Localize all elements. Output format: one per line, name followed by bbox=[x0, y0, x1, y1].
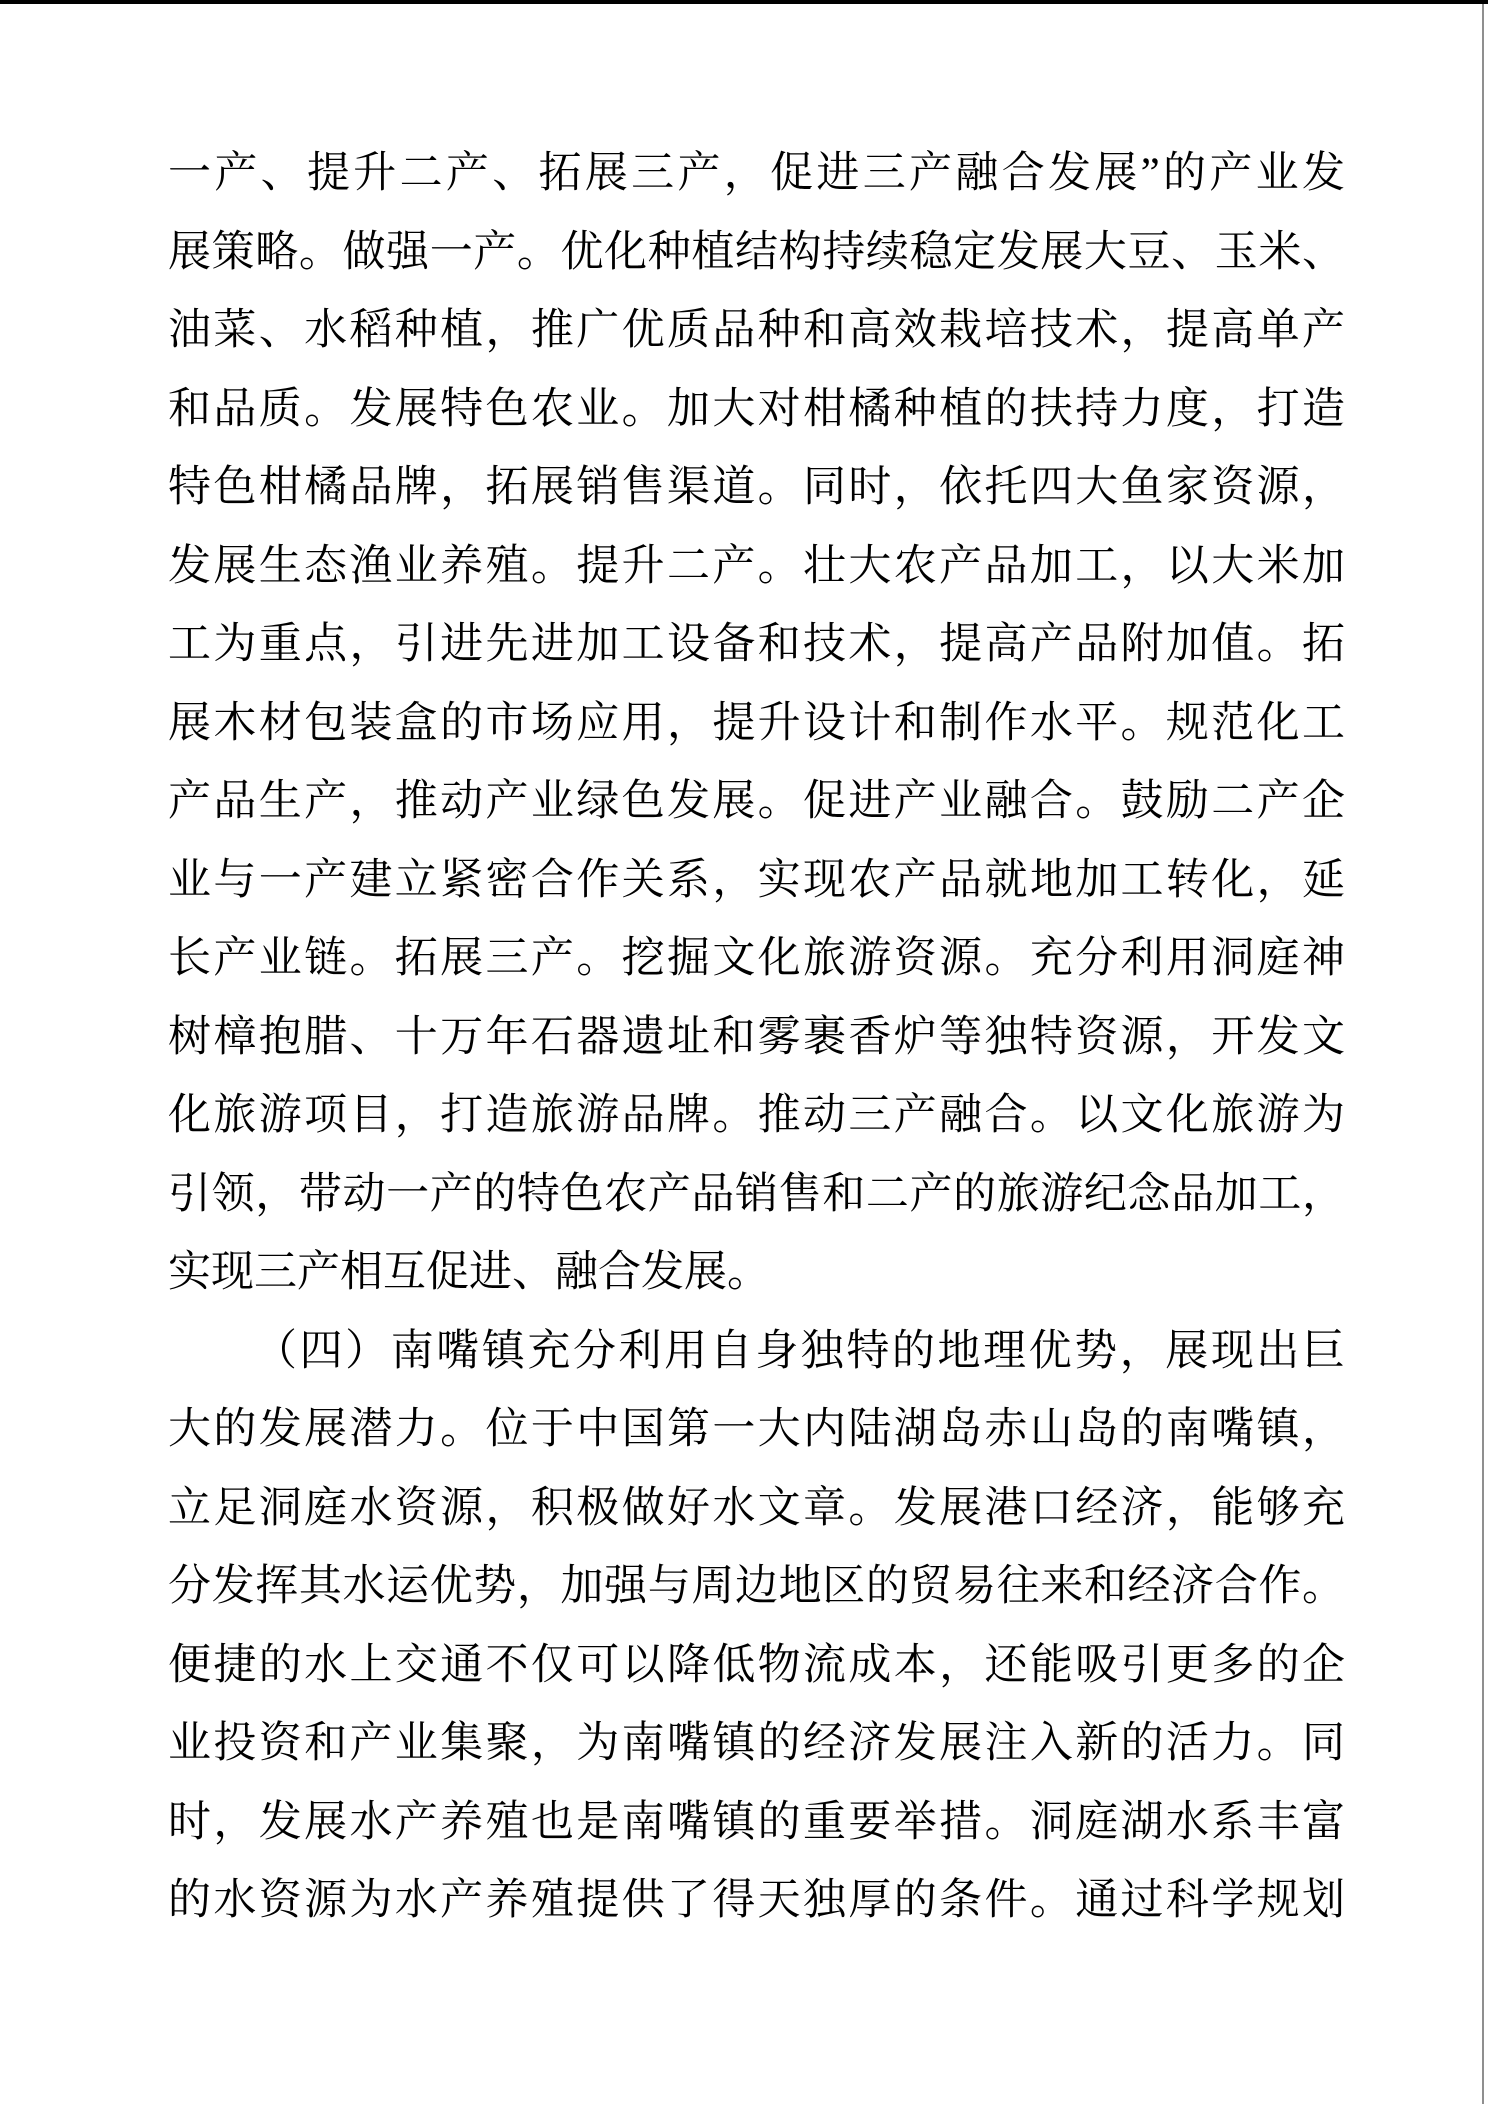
text-line: 业投资和产业集聚，为南嘴镇的经济发展注入新的活力。同 bbox=[168, 1720, 1345, 1767]
text-line: 树樟抱腊、十万年石器遗址和雾裹香炉等独特资源，开发文 bbox=[168, 1013, 1345, 1061]
text-line: 时，发展水产养殖也是南嘴镇的重要举措。洞庭湖水系丰富 bbox=[168, 1798, 1345, 1846]
text-line: 一产、提升二产、拓展三产，促进三产融合发展”的产业发 bbox=[168, 150, 1345, 197]
text-line: 展木材包装盒的市场应用，提升设计和制作水平。规范化工 bbox=[168, 699, 1345, 747]
text-line-paragraph-start: （四）南嘴镇充分利用自身独特的地理优势，展现出巨 bbox=[254, 1327, 1345, 1375]
text-line: 引领，带动一产的特色农产品销售和二产的旅游纪念品加工， bbox=[168, 1170, 1345, 1218]
text-line: 和品质。发展特色农业。加大对柑橘种植的扶持力度，打造 bbox=[168, 385, 1345, 433]
top-edge-bar bbox=[0, 0, 1488, 4]
text-line: 业与一产建立紧密合作关系，实现农产品就地加工转化，延 bbox=[168, 856, 1345, 904]
text-line: 立足洞庭水资源，积极做好水文章。发展港口经济，能够充 bbox=[168, 1484, 1345, 1532]
text-line: 分发挥其水运优势，加强与周边地区的贸易往来和经济合作。 bbox=[168, 1563, 1345, 1610]
text-line: 的水资源为水产养殖提供了得天独厚的条件。通过科学规划 bbox=[168, 1877, 1345, 1924]
text-line: 工为重点，引进先进加工设备和技术，提高产品附加值。拓 bbox=[168, 621, 1345, 668]
text-line: 长产业链。拓展三产。挖掘文化旅游资源。充分利用洞庭神 bbox=[168, 935, 1345, 982]
text-line: 便捷的水上交通不仅可以降低物流成本，还能吸引更多的企 bbox=[168, 1641, 1345, 1689]
text-line: 特色柑橘品牌，拓展销售渠道。同时，依托四大鱼家资源， bbox=[168, 464, 1345, 511]
text-line-paragraph-end: 实现三产相互促进、融合发展。 bbox=[168, 1249, 770, 1296]
text-line: 油菜、水稻种植，推广优质品种和高效栽培技术，提高单产 bbox=[168, 307, 1345, 354]
text-line: 展策略。做强一产。优化种植结构持续稳定发展大豆、玉米、 bbox=[168, 228, 1345, 276]
right-page-border-line bbox=[1482, 4, 1484, 2104]
text-line: 化旅游项目，打造旅游品牌。推动三产融合。以文化旅游为 bbox=[168, 1092, 1345, 1139]
text-line: 产品生产，推动产业绿色发展。促进产业融合。鼓励二产企 bbox=[168, 778, 1345, 825]
document-text-block bbox=[168, 135, 1345, 1941]
text-line: 发展生态渔业养殖。提升二产。壮大农产品加工，以大米加 bbox=[168, 542, 1345, 590]
text-line: 大的发展潜力。位于中国第一大内陆湖岛赤山岛的南嘴镇， bbox=[168, 1406, 1345, 1453]
